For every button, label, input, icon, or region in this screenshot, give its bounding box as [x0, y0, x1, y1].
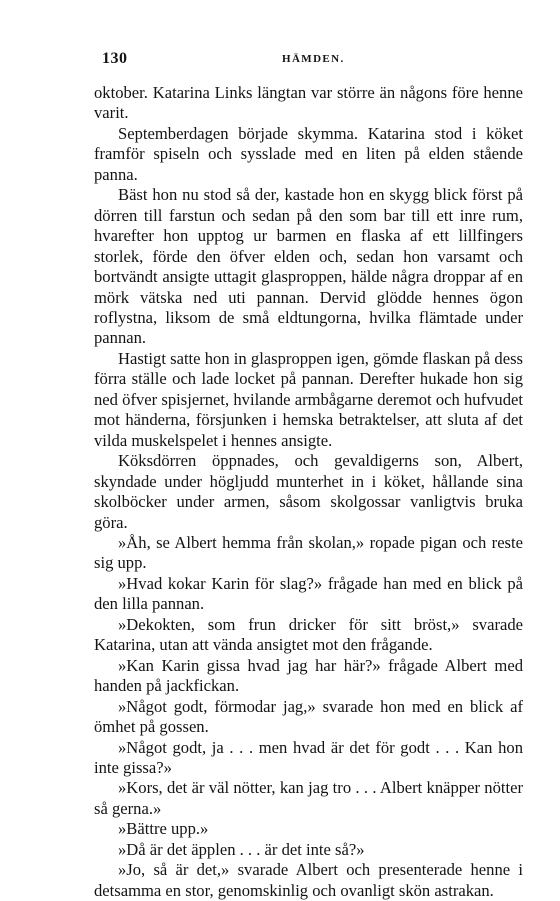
paragraph: »Då är det äpplen . . . är det inte så?» [118, 839, 365, 859]
running-title: HÄMDEN. [282, 53, 345, 65]
paragraph: »Dekokten, som frun dricker för sitt bröst,» svarade Katarina, utan att vända ansigtet mot den frågande. [94, 614, 523, 655]
paragraph: »Något godt, förmodar jag,» svarade hon med en blick af ömhet på gossen. [94, 696, 523, 737]
paragraph: »Kan Karin gissa hvad jag har här?» frågade Albert med handen på jackfickan. [94, 655, 523, 696]
paragraph: »Åh, se Albert hemma från skolan,» ropade pigan och reste sig upp. [94, 532, 523, 573]
paragraph: »Kors, det är väl nötter, kan jag tro . . . Albert knäpper nötter så gerna.» [94, 778, 523, 818]
paragraph: Bäst hon nu stod så der, kastade hon en skygg blick först på dörren till farstun och sedan på den som bar till ett inre rum, hvarefter hon upptog ur barmen en flaska af ett lillfingers storlek, förde den öfver elden och, sedan hon varsamt och bortvändt ansigte uttagit glasproppen, hälde några droppar af en mörk vätska ned uti pannan. Dervid glödde hennes ögon roflystna, liksom de små eldtungorna, hvilka flämtade under pannan. [94, 185, 523, 348]
paragraph: Köksdörren öppnades, och gevaldigerns son, Albert, skyndade under högljudd munterhet in i köket, hållande sina skolböcker under armen, såsom skolgossar vanligtvis bruka göra. [94, 451, 523, 532]
paragraph: »Hvad kokar Karin för slag?» frågade han med en blick på den lilla pannan. [94, 573, 523, 614]
page-header [100, 50, 520, 74]
paragraph: »Något godt, ja . . . men hvad är det för godt . . . Kan hon inte gissa?» [94, 737, 523, 777]
paragraph: »Jo, så är det,» svarade Albert och presenterade henne i detsamma en stor, genomskinlig och ovanligt skön astrakan. [94, 860, 523, 900]
paragraph: »Bättre upp.» [118, 819, 209, 839]
paragraph: Septemberdagen började skymma. Katarina stod i köket framför spiseln och sysslade med en liten på elden stående panna. [94, 123, 523, 184]
page-number: 130 [102, 50, 128, 67]
body-text [94, 83, 523, 901]
paragraph: oktober. Katarina Links längtan var större än någons före henne varit. [94, 83, 523, 123]
paragraph: Hastigt satte hon in glasproppen igen, gömde flaskan på dess förra ställe och lade locket på pannan. Derefter hukade hon sig ned öfver spisjernet, hvilande armbågarne deremot och hufvudet mot händerna, försjunken i hemska betraktelser, att sluta af det vilda muskelspelet i hennes ansigte. [94, 348, 523, 450]
